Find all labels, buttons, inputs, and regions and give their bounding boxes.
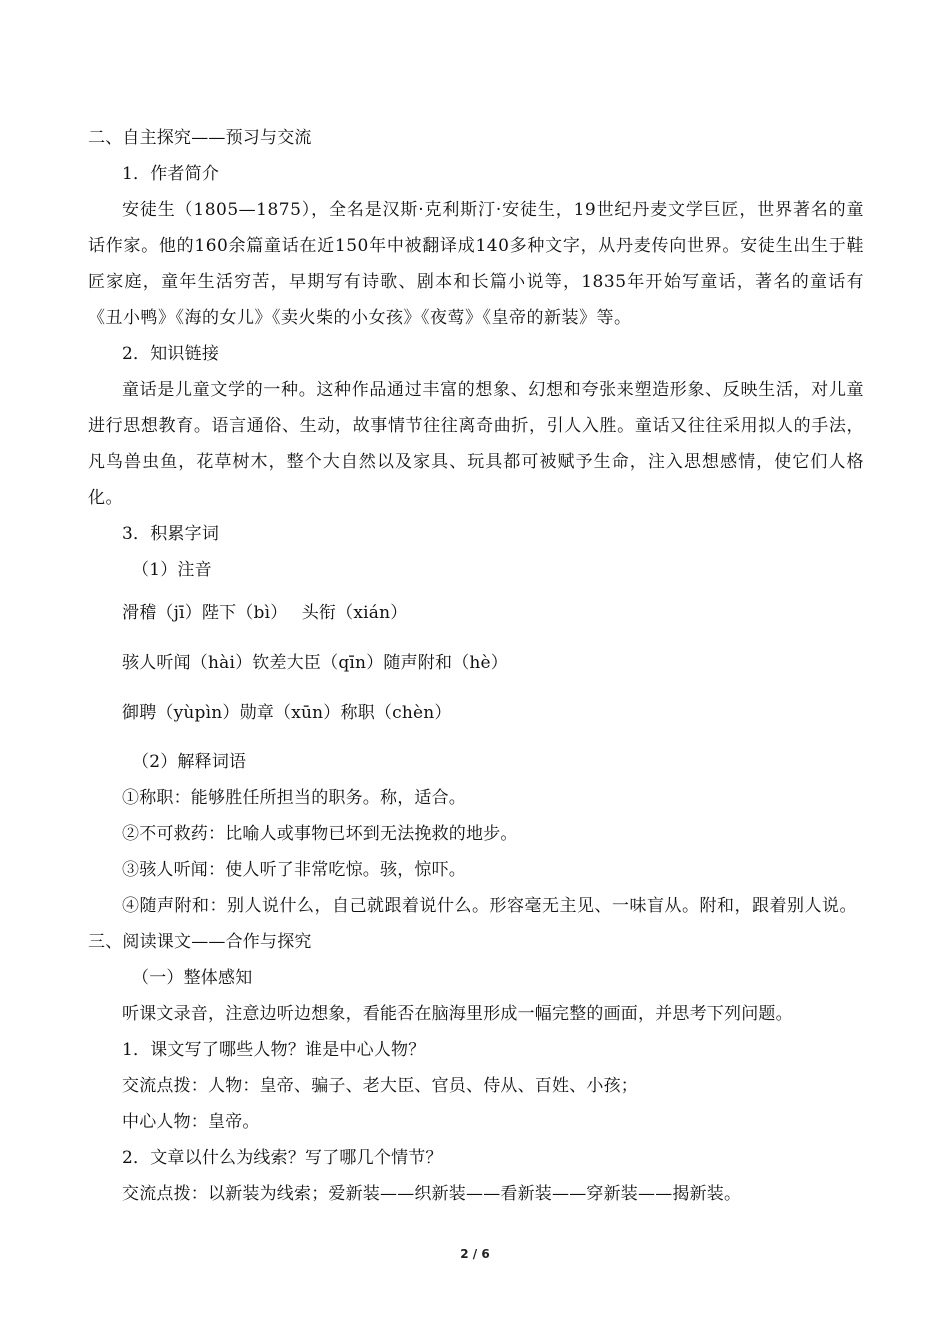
knowledge-title: 2．知识链接 xyxy=(122,344,220,364)
section-heading-2: 二、自主探究——预习与交流 xyxy=(88,128,312,148)
pinyin-line: 滑稽（jī）陛下（bì） 头衔（xián） xyxy=(122,603,408,623)
question-1: 1．课文写了哪些人物？谁是中心人物？ xyxy=(122,1040,426,1060)
overall-perception-heading: （一）整体感知 xyxy=(132,968,253,988)
answer-2: 交流点拨：以新装为线索；爱新装——织新装——看新装——穿新装——揭新装。 xyxy=(122,1184,742,1204)
listening-instruction: 听课文录音，注意边听边想象，看能否在脑海里形成一幅完整的画面，并思考下列问题。 xyxy=(122,1004,793,1024)
answer-1-line-2: 中心人物：皇帝。 xyxy=(122,1112,260,1132)
pinyin-line: 骇人听闻（hài）钦差大臣（qīn）随声附和（hè） xyxy=(122,653,508,673)
explanation-item: ①称职：能够胜任所担当的职务。称，适合。 xyxy=(122,788,466,808)
author-paragraph: 安徒生（1805—1875），全名是汉斯·克利斯汀·安徒生，19世纪丹麦文学巨匠，世界著名的童话作家。他的160余篇童话在近150年中被翻译成140多种文字，从丹麦传向世界。安徒生出生于鞋匠家庭，童年生活穷苦，早期写有诗歌、剧本和长篇小说等，1835年开始写童话，著名的童话有《丑小鸭》《海的女儿》《卖火柴的小女孩》《夜莺》《皇帝的新装》等。 xyxy=(88,200,864,328)
explain-title: （2）解释词语 xyxy=(132,752,247,772)
words-title: 3．积累字词 xyxy=(122,524,220,544)
author-title: 1．作者简介 xyxy=(122,164,220,184)
answer-1-line-1: 交流点拨：人物：皇帝、骗子、老大臣、官员、侍从、百姓、小孩； xyxy=(122,1076,638,1096)
knowledge-paragraph: 童话是儿童文学的一种。这种作品通过丰富的想象、幻想和夸张来塑造形象、反映生活，对儿童进行思想教育。语言通俗、生动，故事情节往往离奇曲折，引人入胜。童话又往往采用拟人的手法，凡鸟兽虫鱼，花草树木，整个大自然以及家具、玩具都可被赋予生命，注入思想感情，使它们人格化。 xyxy=(88,380,864,508)
explanation-item: ③骇人听闻：使人听了非常吃惊。骇，惊吓。 xyxy=(122,860,466,880)
page-content xyxy=(88,120,864,1212)
section-heading-3: 三、阅读课文——合作与探究 xyxy=(88,932,312,952)
pinyin-title: （1）注音 xyxy=(132,560,212,580)
explanation-item: ②不可救药：比喻人或事物已坏到无法挽救的地步。 xyxy=(122,824,518,844)
question-2: 2．文章以什么为线索？写了哪几个情节？ xyxy=(122,1148,443,1168)
page-number: 2 / 6 xyxy=(460,1247,490,1261)
explanation-item: ④随声附和：别人说什么，自己就跟着说什么。形容毫无主见、一味盲从。附和，跟着别人说。 xyxy=(122,896,857,916)
pinyin-line: 御聘（yùpìn）勋章（xūn）称职（chèn） xyxy=(122,703,452,723)
